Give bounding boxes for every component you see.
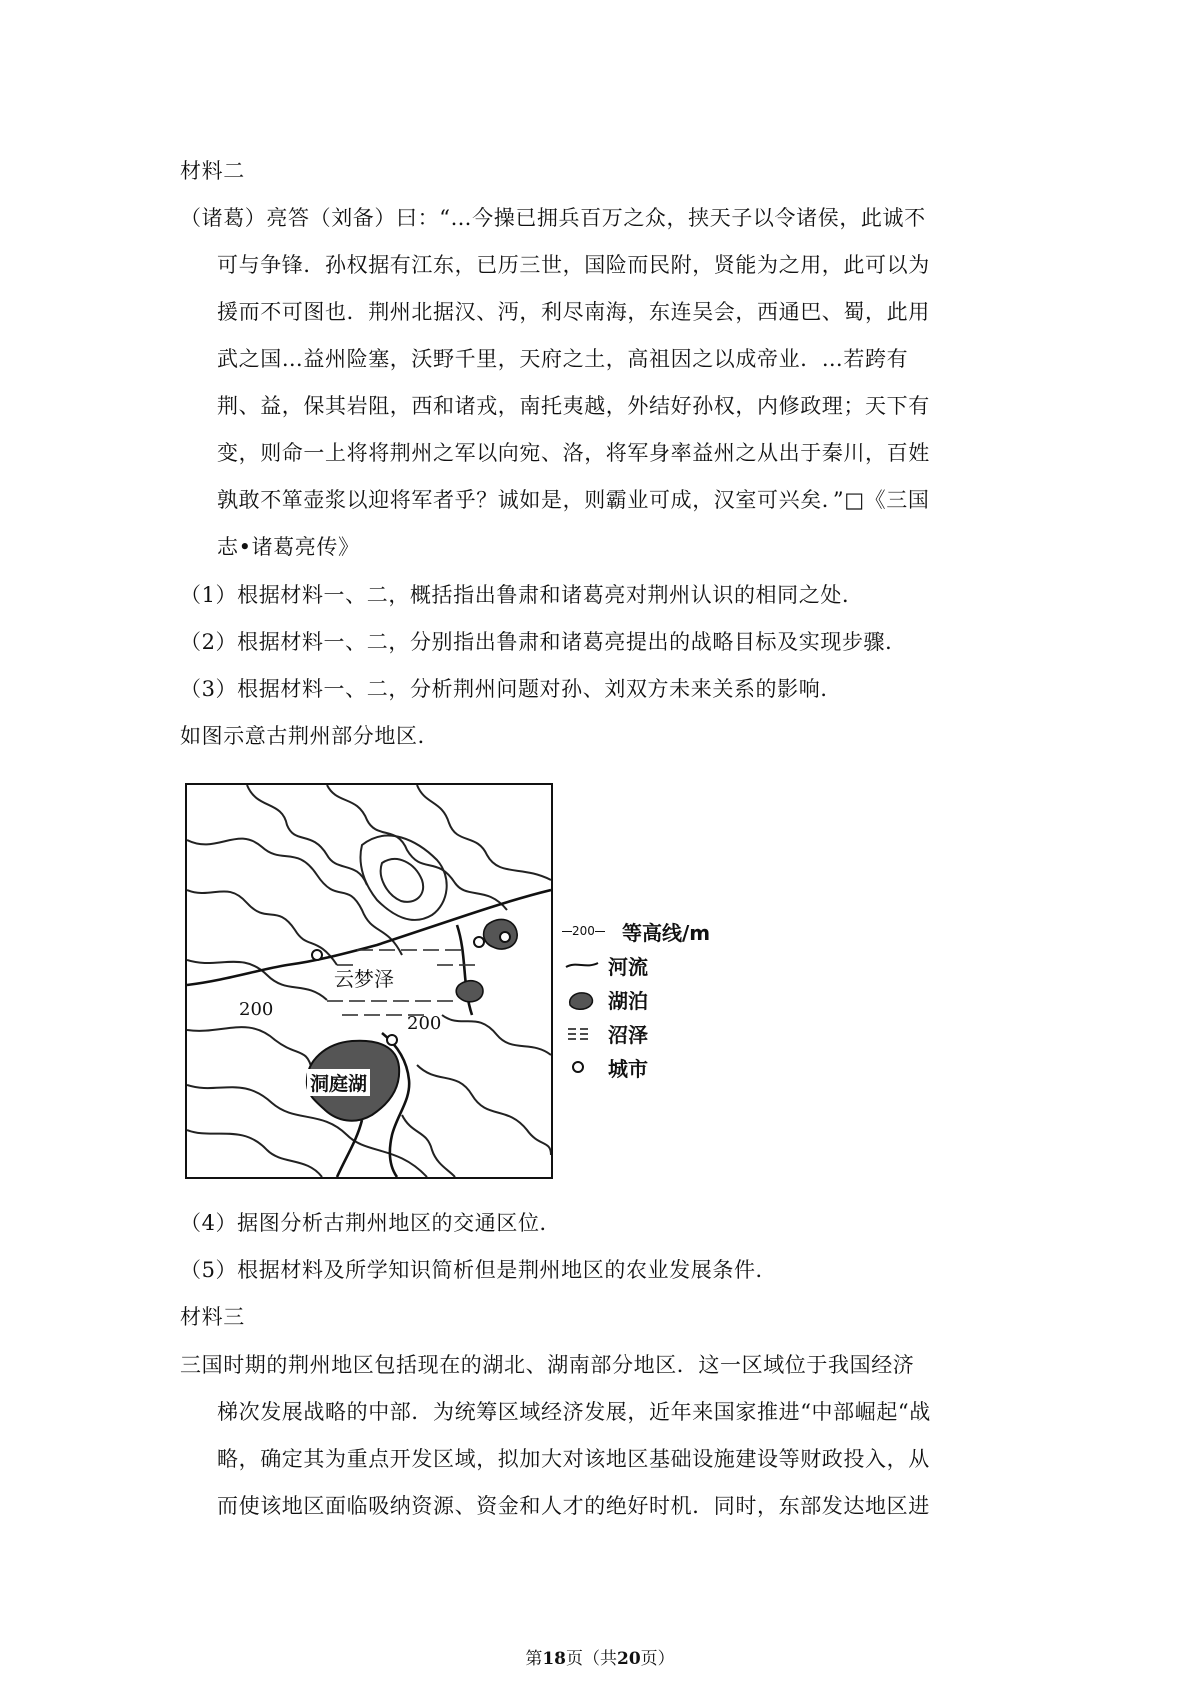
material3-line-1: 三国时期的荆州地区包括现在的湖北、湖南部分地区．这一区域位于我国经济 [180, 1353, 915, 1377]
material3-line-4: 而使该地区面临吸纳资源、资金和人才的绝好时机．同时，东部发达地区进 [217, 1494, 930, 1518]
material2-line-5: 荆、益，保其岩阻，西和诸戎，南托夷越，外结好孙权，内修政理；天下有 [217, 394, 930, 418]
material3-heading: 材料三 [180, 1305, 245, 1329]
legend-contour-label: 等高线/m [622, 920, 711, 945]
contour-line [402, 1115, 455, 1177]
contour-line [247, 785, 367, 885]
contour-line [187, 960, 327, 1000]
material2-line-8: 志•诸葛亮传》 [217, 535, 360, 559]
dongtinghu-label: 洞庭湖 [307, 1069, 370, 1096]
contour-line [417, 785, 551, 880]
contour-label-west: 200 [239, 999, 274, 1020]
legend-swamp-label: 沼泽 [608, 1022, 648, 1047]
contour-line [187, 839, 402, 955]
legend-lake [562, 986, 648, 1012]
contour-line [187, 1027, 312, 1070]
question-2: （2）根据材料一、二，分别指出鲁肃和诸葛亮提出的战略目标及实现步骤． [180, 630, 907, 654]
question-1: （1）根据材料一、二，概括指出鲁肃和诸葛亮对荆州认识的相同之处． [180, 583, 864, 607]
contour-line [417, 1065, 551, 1155]
contour-line [360, 836, 446, 920]
contour-label-east: 200 [407, 1013, 442, 1034]
map-intro: 如图示意古荆州部分地区． [180, 724, 440, 748]
contour-line [381, 859, 423, 902]
contour-legend-sample: 200 [572, 924, 595, 938]
city-marker [500, 932, 510, 942]
question-3: （3）根据材料一、二，分析荆州问题对孙、刘双方未来关系的影响． [180, 677, 842, 701]
footer-middle: 页（共 [566, 1649, 617, 1669]
footer-page-number: 18 [542, 1649, 566, 1669]
material2-line-7: 孰敢不箪壶浆以迎将军者乎？诚如是，则霸业可成，汉室可兴矣．”□《三国 [217, 488, 930, 512]
contour-line [327, 785, 507, 910]
legend-swamp [562, 1020, 648, 1046]
contour-legend-icon [562, 921, 622, 941]
legend-city-label: 城市 [608, 1056, 648, 1081]
material2-heading: 材料二 [180, 159, 245, 183]
legend-river [562, 952, 648, 978]
material2-line-1: （诸葛）亮答（刘备）曰：“…今操已拥兵百万之众，挟天子以令诸侯，此诚不 [180, 206, 926, 230]
legend-river-label: 河流 [608, 954, 648, 979]
legend-city [562, 1054, 648, 1080]
material2-line-2: 可与争锋．孙权据有江东，已历三世，国险而民附，贤能为之用，此可以为 [217, 253, 930, 277]
material2-line-6: 变，则命一上将将荆州之军以向宛、洛，将军身率益州之从出于秦川，百姓 [217, 441, 930, 465]
city-legend-icon [562, 1057, 608, 1077]
material2-line-3: 援而不可图也．荆州北据汉、沔，利尽南海，东连吴会，西通巴、蜀，此用 [217, 300, 930, 324]
city-marker [474, 937, 484, 947]
lake-legend-icon [562, 989, 608, 1009]
contour-line [442, 1015, 551, 1055]
page-footer [0, 1648, 1200, 1670]
footer-total-pages: 20 [617, 1649, 641, 1669]
contour-line [187, 1130, 322, 1177]
east-lake [456, 981, 483, 1002]
yunmengze-label: 云梦泽 [334, 967, 394, 991]
footer-prefix: 第 [525, 1649, 543, 1669]
river-legend-icon [562, 955, 608, 975]
question-4: （4）据图分析古荆州地区的交通区位． [180, 1211, 562, 1235]
material3-line-2: 梯次发展战略的中部．为统筹区域经济发展，近年来国家推进“中部崛起“战 [217, 1400, 931, 1424]
material3-line-3: 略，确定其为重点开发区域，拟加大对该地区基础设施建设等财政投入，从 [217, 1447, 930, 1471]
footer-suffix: 页） [640, 1649, 675, 1669]
legend-contour [562, 918, 710, 944]
question-5: （5）根据材料及所学知识简析但是荆州地区的农业发展条件． [180, 1258, 778, 1282]
legend-lake-label: 湖泊 [608, 988, 648, 1013]
material2-line-4: 武之国…益州险塞，沃野千里，天府之土，高祖因之以成帝业．…若跨有 [217, 347, 909, 371]
swamp-legend-icon [562, 1023, 608, 1043]
city-marker [387, 1035, 397, 1045]
jingzhou-map [185, 783, 553, 1179]
city-marker [312, 950, 322, 960]
